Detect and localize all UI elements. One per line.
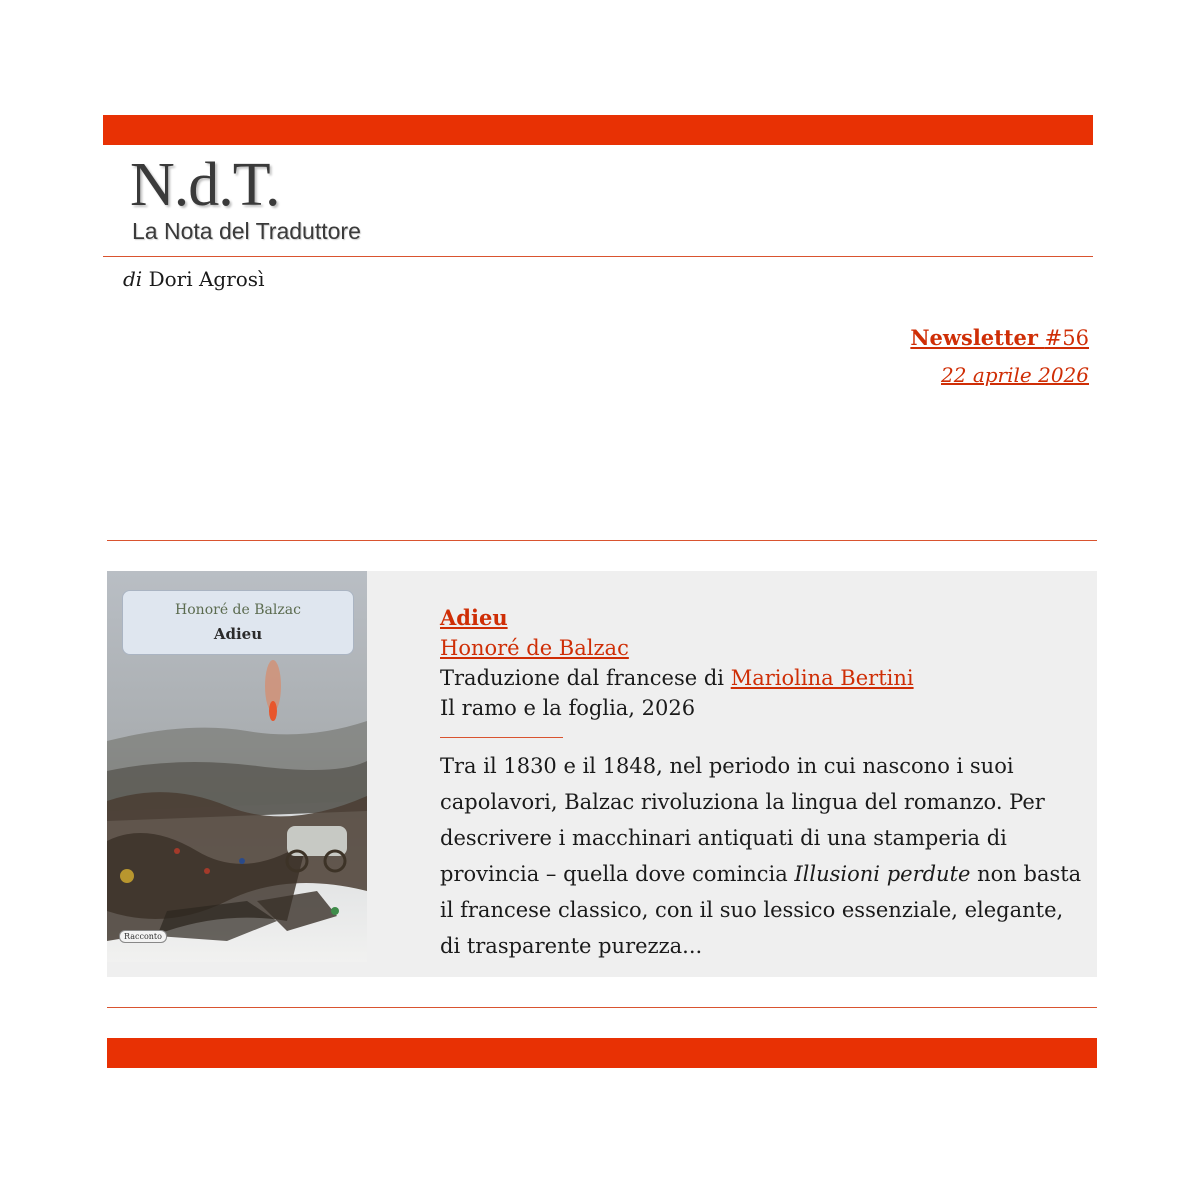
- article-info: [440, 603, 1090, 964]
- article-excerpt: [440, 748, 1090, 964]
- newsletter-number: #56: [1044, 326, 1089, 350]
- translator-link[interactable]: Mariolina Bertini: [730, 666, 914, 690]
- byline-prefix: di: [123, 267, 143, 291]
- newsletter-label: Newsletter: [910, 325, 1038, 350]
- header-divider: [103, 256, 1093, 257]
- section-divider-bottom: [107, 1007, 1097, 1008]
- article-title-link[interactable]: Adieu: [440, 605, 508, 630]
- publisher-year: Il ramo e la foglia, 2026: [440, 696, 696, 720]
- logo-main-text: N.d.T.: [130, 151, 280, 219]
- newsletter-number-link[interactable]: [910, 324, 1089, 352]
- byline-name: Dori Agrosì: [148, 267, 265, 291]
- bottom-accent-bar: [107, 1038, 1097, 1068]
- short-divider: [440, 737, 563, 738]
- cover-title: Adieu: [213, 625, 263, 643]
- excerpt-part2: non basta il francese classico, con il suo lessico essenziale, elegante, di trasparente purezza...: [440, 862, 1082, 958]
- section-divider-top: [107, 540, 1097, 541]
- translation-line: [440, 663, 1090, 693]
- article-card: [107, 571, 1097, 977]
- translation-prefix: Traduzione dal francese di: [440, 666, 725, 690]
- excerpt-italic-title: Illusioni perdute: [794, 862, 971, 886]
- newsletter-date-link[interactable]: 22 aprile 2026: [941, 363, 1089, 387]
- ndt-logo[interactable]: [128, 152, 458, 247]
- book-cover-image[interactable]: [107, 571, 367, 962]
- byline: [123, 265, 264, 293]
- author-link[interactable]: Honoré de Balzac: [440, 636, 629, 660]
- cover-author: Honoré de Balzac: [175, 602, 301, 618]
- top-accent-bar: [103, 115, 1093, 145]
- cover-title-panel: [122, 590, 354, 655]
- logo-sub-text: La Nota del Traduttore: [132, 218, 361, 244]
- excerpt-part1: Tra il 1830 e il 1848, nel periodo in cui nascono i suoi capolavori, Balzac rivoluziona la lingua del romanzo. Per descrivere i macchinari antiquati di una stamperia di provincia – quella dove comincia: [440, 754, 1045, 886]
- cover-series-tag: Racconto: [119, 930, 167, 943]
